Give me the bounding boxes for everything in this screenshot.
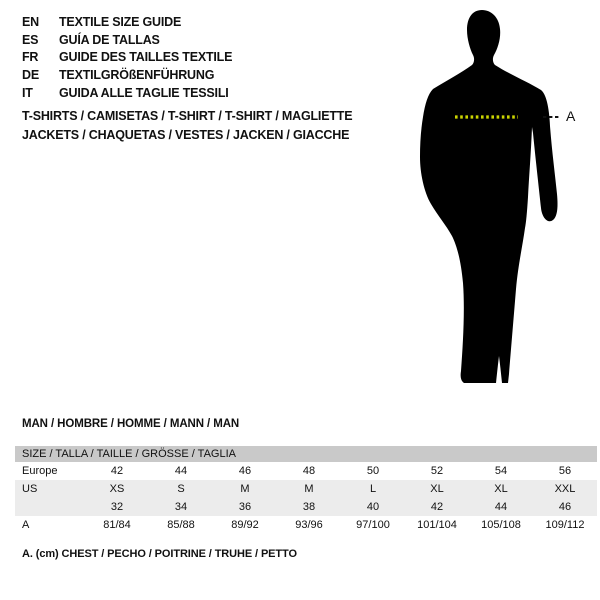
language-row-fr [22,49,232,67]
language-code: FR [22,50,39,65]
table-cell: 105/108 [481,519,521,531]
table-row-europe [15,462,597,480]
size-table-header [15,446,597,462]
table-cell: 56 [558,465,572,477]
table-cell: 50 [366,465,380,477]
table-cell: 42 [430,501,444,513]
language-label: GUÍA DE TALLAS [59,32,160,47]
table-row-us-numeric [15,498,597,516]
table-cell: M [304,483,314,495]
table-cell: 42 [110,465,124,477]
row-label: Europe [22,465,58,477]
table-cell: 81/84 [103,519,131,531]
language-row-de [22,66,232,84]
language-row-it [22,84,232,102]
table-cell: 101/104 [417,519,457,531]
table-cell: 46 [238,465,252,477]
table-row-us [15,480,597,498]
language-label: TEXTILE SIZE GUIDE [59,14,182,29]
table-cell: XL [494,483,508,495]
table-cell: 89/92 [231,519,259,531]
table-cell: 54 [494,465,508,477]
language-label: GUIDE DES TAILLES TEXTILE [59,50,233,65]
row-label: A [22,519,30,531]
chest-footnote: A. (cm) CHEST / PECHO / POITRINE / TRUHE / PETTO [22,548,297,560]
table-cell: 85/88 [167,519,195,531]
table-cell: XXL [554,483,576,495]
table-cell: XL [430,483,444,495]
table-cell: 34 [174,501,188,513]
table-cell: 48 [302,465,316,477]
table-row-chest-a [15,516,597,534]
table-cell: 36 [238,501,252,513]
table-cell: 32 [110,501,124,513]
category-jackets: JACKETS / CHAQUETAS / VESTES / JACKEN / GIACCHE [22,127,350,142]
language-code: EN [22,14,39,29]
language-label: TEXTILGRÖßENFÜHRUNG [59,68,215,83]
table-cell: S [177,483,185,495]
language-code: DE [22,68,39,83]
size-table [15,446,597,534]
table-cell: M [240,483,250,495]
man-silhouette [420,10,558,383]
table-cell: 97/100 [356,519,390,531]
language-row-en [22,13,232,31]
size-table-header-label: SIZE / TALLA / TAILLE / GRÖSSE / TAGLIA [22,448,236,460]
section-title-man: MAN / HOMBRE / HOMME / MANN / MAN [22,418,240,430]
garment-categories [22,107,352,144]
table-cell: 52 [430,465,444,477]
man-silhouette-svg [415,5,570,393]
table-cell: 38 [302,501,316,513]
table-cell: L [369,483,377,495]
table-cell: 44 [174,465,188,477]
table-cell: 46 [558,501,572,513]
language-label: GUIDA ALLE TAGLIE TESSILI [59,86,229,101]
measure-label-a: A [566,108,576,124]
table-cell: 109/112 [545,519,585,531]
row-label: US [22,483,38,495]
table-cell: 44 [494,501,508,513]
language-list [22,13,232,102]
language-row-es [22,31,232,49]
table-cell: 93/96 [295,519,323,531]
table-cell: 40 [366,501,380,513]
man-silhouette-figure [415,5,570,393]
language-code: ES [22,32,39,47]
table-cell: XS [109,483,125,495]
category-tshirts: T-SHIRTS / CAMISETAS / T-SHIRT / T-SHIRT / MAGLIETTE [22,109,353,123]
language-code: IT [22,86,33,101]
